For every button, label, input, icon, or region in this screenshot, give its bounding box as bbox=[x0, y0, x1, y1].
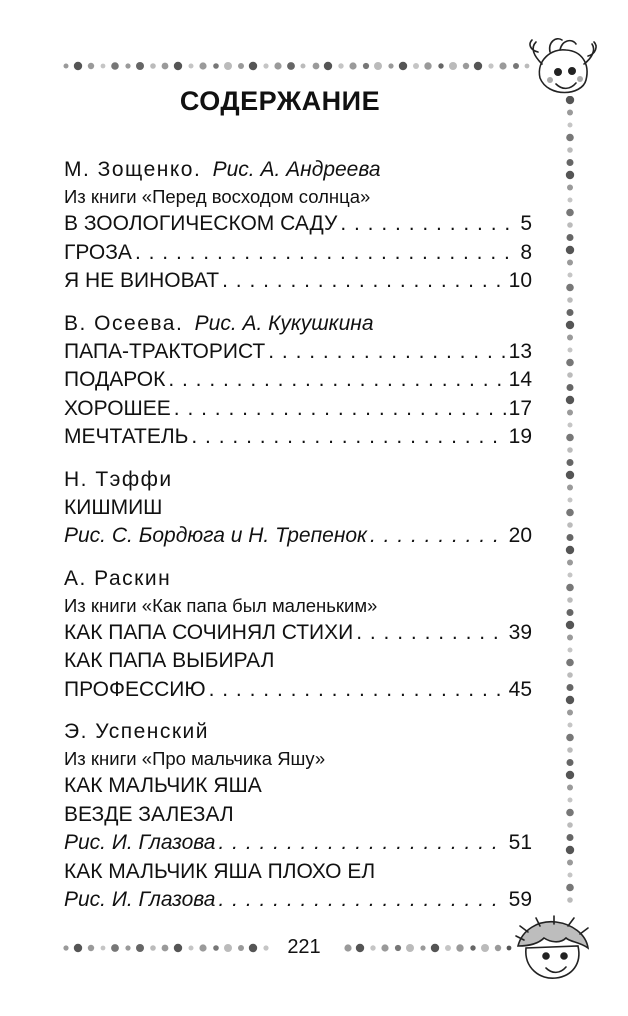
entry-page: 14 bbox=[508, 368, 532, 391]
entry-title: ПРОФЕССИЮ bbox=[64, 677, 206, 701]
illustrator-credit: Рис. И. Глазова bbox=[64, 831, 216, 854]
entry-page: 20 bbox=[508, 524, 532, 547]
author-name: Н. Тэффи bbox=[64, 467, 173, 491]
page-title: СОДЕРЖАНИЕ bbox=[179, 86, 381, 116]
toc-entry[interactable] bbox=[64, 829, 532, 858]
author-name: А. Раскин bbox=[64, 566, 172, 590]
entry-title: ГРОЗА bbox=[64, 240, 132, 264]
dot-leader bbox=[168, 366, 505, 395]
illustrator-credit: Рис. И. Глазова bbox=[64, 888, 216, 911]
entry-title: ПАПА-ТРАКТОРИСТ bbox=[64, 339, 266, 363]
entry-title: ХОРОШЕЕ bbox=[64, 396, 171, 420]
story-title-line[interactable]: КАК МАЛЬЧИК ЯША bbox=[64, 774, 262, 797]
dot-leader bbox=[191, 423, 505, 452]
story-title-line[interactable]: ВЕЗДЕ ЗАЛЕЗАЛ bbox=[64, 802, 234, 826]
entry-page: 19 bbox=[508, 425, 532, 448]
toc-section bbox=[64, 466, 532, 551]
author-line bbox=[64, 156, 532, 184]
toc-entry[interactable] bbox=[64, 423, 532, 452]
story-title-line[interactable]: КАК ПАПА ВЫБИРАЛ bbox=[64, 649, 275, 672]
toc-entry[interactable] bbox=[64, 619, 532, 648]
author-line bbox=[64, 310, 532, 338]
entry-page: 51 bbox=[508, 831, 532, 854]
toc-entry[interactable] bbox=[64, 676, 532, 705]
page-number: 221 bbox=[274, 936, 334, 959]
toc-section bbox=[64, 565, 532, 705]
entry-title: Я НЕ ВИНОВАТ bbox=[64, 269, 220, 292]
author-line bbox=[64, 718, 532, 746]
dot-leader bbox=[174, 395, 506, 424]
story-title[interactable]: КИШМИШ bbox=[64, 495, 163, 519]
story-title[interactable]: КАК МАЛЬЧИК ЯША ПЛОХО ЕЛ bbox=[64, 859, 376, 883]
toc-entry[interactable] bbox=[64, 886, 532, 915]
entry-page: 10 bbox=[508, 269, 532, 292]
toc-entry[interactable] bbox=[64, 366, 532, 395]
book-source: Из книги «Перед восходом солнца» bbox=[64, 186, 371, 207]
toc-entry[interactable] bbox=[64, 395, 532, 424]
illustrator-credit: Рис. С. Бордюга и Н. Трепенок bbox=[64, 524, 367, 547]
dotted-border-right bbox=[563, 96, 577, 906]
entry-title: МЕЧТАТЕЛЬ bbox=[64, 425, 189, 448]
toc-entry[interactable] bbox=[64, 210, 532, 239]
entry-title: КАК ПАПА СОЧИНЯЛ СТИХИ bbox=[64, 620, 354, 644]
toc-entry[interactable] bbox=[64, 239, 532, 268]
entry-title: В ЗООЛОГИЧЕСКОМ САДУ bbox=[64, 212, 338, 235]
dot-leader bbox=[135, 239, 517, 268]
table-of-contents bbox=[64, 156, 532, 929]
entry-page: 13 bbox=[508, 339, 532, 363]
toc-section bbox=[64, 156, 532, 296]
author-line bbox=[64, 466, 532, 494]
dot-leader bbox=[209, 676, 506, 705]
toc-entry[interactable] bbox=[64, 522, 532, 551]
dot-leader bbox=[370, 522, 506, 551]
toc-entry[interactable] bbox=[64, 267, 532, 296]
illustrator: Рис. А. Кукушкина bbox=[194, 311, 374, 335]
entry-page: 39 bbox=[508, 620, 532, 644]
toc-entry[interactable] bbox=[64, 338, 532, 367]
entry-page: 17 bbox=[508, 396, 532, 420]
illustrator: Рис. А. Андреева bbox=[212, 158, 381, 181]
toc-section bbox=[64, 718, 532, 915]
author-name: Э. Успенский bbox=[64, 720, 209, 743]
book-source: Из книги «Про мальчика Яшу» bbox=[64, 748, 326, 769]
toc-section bbox=[64, 310, 532, 452]
book-source: Из книги «Как папа был маленьким» bbox=[64, 594, 378, 616]
author-name: М. Зощенко. bbox=[64, 158, 202, 181]
dotted-border-top bbox=[62, 60, 532, 72]
entry-title: ПОДАРОК bbox=[64, 368, 166, 391]
dot-leader bbox=[340, 210, 517, 239]
author-line bbox=[64, 565, 532, 593]
entry-page: 45 bbox=[508, 677, 532, 701]
entry-page: 59 bbox=[508, 888, 532, 911]
dot-leader bbox=[268, 338, 505, 367]
entry-page: 8 bbox=[520, 240, 532, 264]
dot-leader bbox=[219, 886, 506, 915]
author-name: В. Осеева. bbox=[64, 311, 184, 335]
dot-leader bbox=[219, 829, 506, 858]
entry-page: 5 bbox=[520, 212, 532, 235]
dot-leader bbox=[356, 619, 505, 648]
dot-leader bbox=[222, 267, 506, 296]
